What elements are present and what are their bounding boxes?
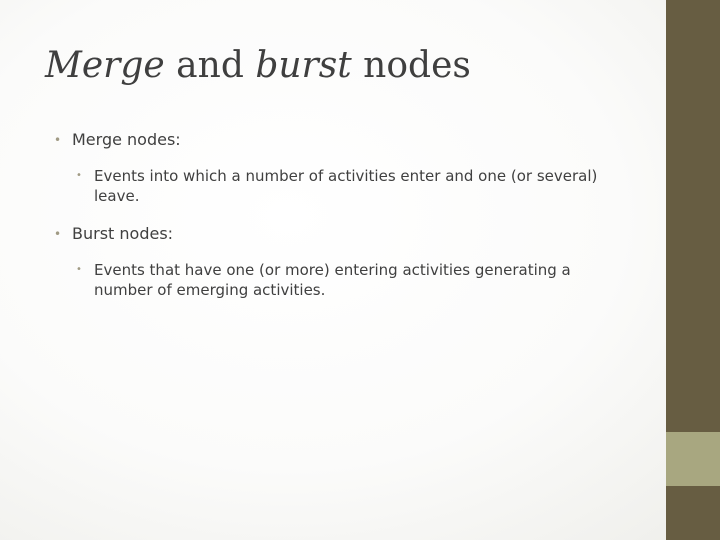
bullet-label: Merge nodes: [72,130,181,149]
slide-body [54,130,634,318]
sub-bullet-text: Events into which a number of activities enter and one (or several) leave. [94,167,598,205]
title-text-nodes: nodes [351,45,471,86]
bullet-icon: • [54,227,62,241]
sub-bullet-burst-definition [76,260,634,300]
bullet-burst-nodes [54,224,634,244]
bullet-label: Burst nodes: [72,224,174,243]
sub-bullet-text: Events that have one (or more) entering activities generating a number of emerging activities. [94,261,571,299]
title-emphasis-merge: Merge [45,45,165,86]
slide-title [45,44,471,87]
bullet-icon: • [76,264,82,275]
bullet-merge-nodes [54,130,634,150]
title-text-and: and [164,45,256,86]
decorative-sidebar [666,0,720,540]
sidebar-accent-block [666,432,720,486]
bullet-icon: • [76,170,82,181]
bullet-icon: • [54,133,62,147]
sub-bullet-merge-definition [76,166,634,206]
title-emphasis-burst: burst [255,45,352,86]
